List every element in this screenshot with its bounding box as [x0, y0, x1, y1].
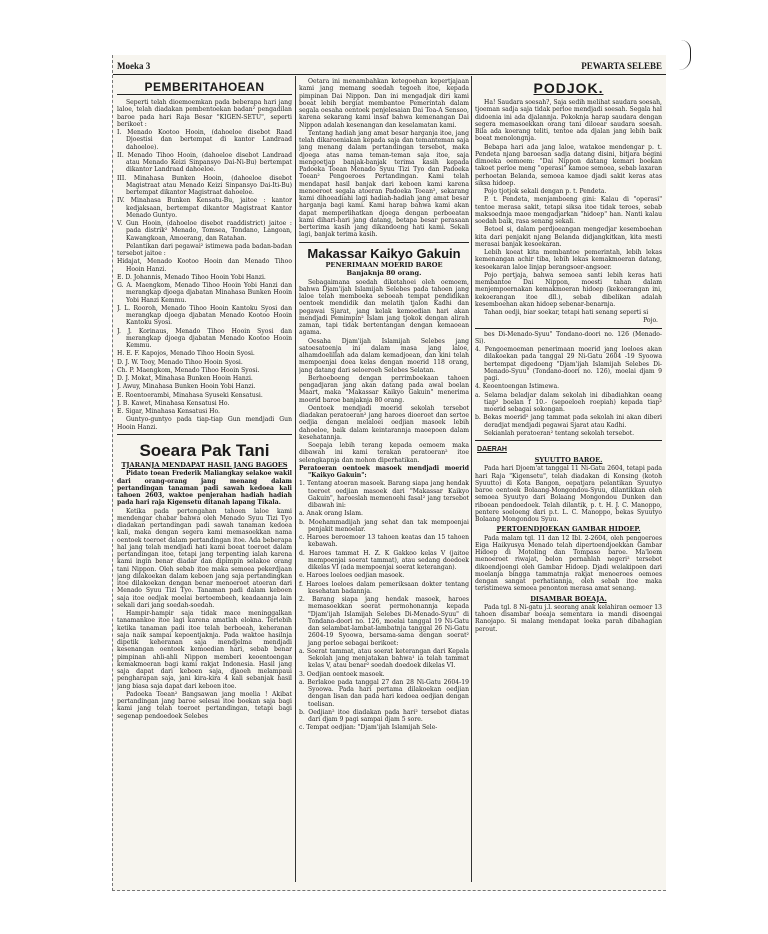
rule-item: a. Soerat tammat, atau soerat keterangan dari Kepala Sekolah jang menjatakan bahwa¹ ia telah tammat kelas V, atau benar² soedah doedoek dikelas VI. — [299, 647, 469, 670]
column-right — [475, 78, 662, 872]
paragraph: Ketika pada pertengahan tahoen laloe kami mendengar chabar bahwa oleh Menado Syuu Tizi Tyo diadakan pertandingan padi sawah tanaman kedoea kali, maka dengan segera kami memasoekkan nama oentoek toeroet dalam pertandingan itoe. Ada beberapa hal jang telah mendjadi hati kami boeat toeroet dalam pertandingan itoe, tetapi jang terpenting ialah karena kami ingin benar diadar dan dipimpin selakoe orang tani Nippon. Oleh sebab itoe maka semoea pekerdjaan jang dilakoekan dalam keboen jang saja pertandingkan itoe dilakoekan dengan benar menoeroet atoeran dari Menado Syuu Tizi Tyo. Tanaman padi dalam keboen saja itoe oedjak moelai bertoembeeh, keadaannja lain sekali dari jang soedah-soedah. — [117, 507, 292, 609]
list-item: I. Menado Kootoo Hooin, (dahoeloe disebot Raad Djoestisi dan bertempat di kantor Landraad dahoeloe). — [117, 129, 292, 151]
column-left — [117, 78, 292, 872]
official-name: Ch. P. Maengkom, Menado Tihoo Hooin Syosi. — [117, 366, 260, 374]
rule-item: a. Selama beladjar dalam sekolah ini dibadiahkan oeang tiap² boelan f 10.- (sepoeloeh roepiah) kepada tiap² moerid sebagai sokongan. — [475, 391, 662, 413]
section-kicker: DAERAH — [477, 446, 507, 453]
newspaper-page — [112, 55, 666, 891]
article-headline: Makassar Kaikyo Gakuin — [307, 245, 461, 261]
story-subheadline: TJARANJA MENDAPAT HASIL JANG BAGOES — [121, 460, 288, 469]
official-name: Hidajat, Menado Kootoo Hooin dan Menado Tihoo Hooin Hanzi. — [117, 258, 292, 273]
paragraph: Seperti telah dioemoemkan pada beberapa hari jang laloe, telah diadakan pembentoekan badan² pengadilan baroe pada hari Raja Besar "KIGEN-SETU", seperti berikoet : — [117, 99, 292, 128]
column-title: PODJOK. — [533, 80, 604, 96]
paragraph: Pada malam tgl. 11 dan 12 Ibl. 2-2604, oleh pengoeroes Eiga Haikyusya Menado telah dipertoendjoekkan Gambar Hidoep di Motoling dan Tompaso baroe. Ma'loem menoeroet riwajat, belon pernahlah negeri² tersebot dikoendjoengi oleh Gambar Hidoep. Djadi welakipoen dari moelanja bingga tammatnja rakjat menoeroes oemoes dengan sangat perhatiannja, oleh sebab itoe maka teristimewa semoea penonton merasa amat senang. — [475, 534, 662, 593]
paragraph: Tahan oedji, biar soekar, tetapi hati senang seperti si — [484, 309, 649, 316]
rule-item: c. Haroes beroemoer 13 tahoen keatas dan 15 tahoen kebawah. — [299, 534, 469, 549]
official-name: J. B. Kawet, Minahasa Kensatusi Ho. — [117, 399, 230, 407]
rule-item: 3. Oedjian oentoek masoek. — [299, 670, 385, 678]
paragraph: Oesaha Djam'ijah Islamijah Selebes jang satoesatoenja ini dalam masa jang laloe, alhamdoelillah ada dalam kemadjoean, dan kini telah mempoenjai doea kelas dengan moerid 118 orang, jang datang dari seloeroeh Selebes Selatan. — [299, 337, 469, 374]
paragraph: Oetara ini menambahkan ketegoehan kepertjajaan kami jang memang soedah tegoeh itoe, kepada pimpinan Dai Nippon. Dan ini mengadjak diri kami boeat lebih bergiat membantoe Pemerintah dalam segala oesaha oentoek penjelesaian Dai Toa-A Sensoo, karena sekarang kami insaf bahwa kemenangan Dai Nippon adalah kesenangan dan keselamatan kami. — [299, 78, 469, 129]
official-name: D. J. W. Tooy, Menado Tihoo Hooin Syosi. — [117, 358, 243, 366]
official-name: E. Roentoerambi, Minahasa Syuseki Kensatusi. — [117, 391, 263, 399]
rule-item: 2. Barang siapa jang hendak masoek, haroes memasoekkan soerat permohonannja kepada "Djam'ijah Islamijah Selebes Di-Menado-Syuu" di Tondano-doori no. 126, moelai tanggal 19 Ni-Gatu dan selambat-lambat-lambatnja tanggal 26 Ni-Gatu 2604-19 Syoowa, bersama-sama dengan soerat² jang perloe sebagai berikoet: — [299, 596, 469, 647]
paragraph: Pojo pertjaja, bahwa semoea santi lebih keras hati membantoe Dai Nippon, moesti tahan dalam menjempoernakan kemakmoeran hidoep (kekoerangan ini, kekoerangan itoe dll.), sebab dibelikan adalah kesemboehan akan hidoep sebenar-benarnja. — [475, 271, 662, 308]
rule-item: d. Haroes tammat H. Z. K Gakkoo kelas V (jaitoe mempoenjai soerat tammat), atau sedang doedoek dikelas VI (ada mempoenjai soerat keterangan). — [299, 549, 469, 571]
paragraph: Hampir-hampir saja tidak mace meninggalkan tanamankoe itoe lagi karena amatlah elokna. Terlebih ketika tanaman padi itoe telah berboeah, keheranan saja naik sampai kepoentjaknja. Pada waktoe hasilnja dipetik keheranan saja mendjelma mendjadi kesenangan oentoek kemoedian hari, sebab benar pimpinan ahli-ahli Nippon memberi keoentoengan kemakmoeran bagi kami rakjat Indonesia. Hasil jang saja dapat dari keboen saja, djaoeh melampaui pengharapan saja, jani kira-kira 4 kali sebanjak hasil jang biasa saja dapat dari keboen itoe. — [117, 610, 292, 690]
paragraph: Pojo tjotjok sekali dengan p. t. Pendeta. — [484, 188, 607, 195]
paragraph: Sebagaimana soedah diketahoei oleh oemoem, bahwa Djam'ijah Islamijah Selebes pada tahoen jang laloe telah memboeka seboeah tempat pendidikan oentoek mendidik dan melatih tjalon Kadhi dan pegawai Sjarat, jang kelak kemoedian hari akan mendjadi Pemimpin² Islam jang tjokok dengan alirah zaman, tapi tidak bertentangan dengan kemaoean agama. — [299, 278, 469, 337]
rule-item: c. Tempat oedjian: "Djam'ijah Islamijah Sele- — [299, 724, 438, 732]
page-edge-mark — [676, 40, 691, 70]
paragraph: Betoel si, dalam perdjoeangan mengedjar kesemboehan kita dari penjakit njang Belanda didjangkitkan, kita mesti merasai banjak kesoekaran. — [475, 226, 662, 248]
story-headline: Soeara Pak Tani — [139, 440, 270, 460]
paragraph: Lebih koeat kita membantoe pemerintah, lebih lekas kemenangan achir tiba, lebih lekas kemakmoeran datang, kesoekaran laloe linjap berangsoer-angsoer. — [475, 249, 662, 271]
rule-item: 4. Pengoemoeman penerimaan moerid jang loeloes akan dilakoekan pada tanggal 29 Ni-Gatu 2604 -19 Syoowa bertempat digedoeng "Djam'ijah Islamijah Selebes Di-Menado-Syuu" (Tondano-doori no. 126), moelai djam 9 pagi. — [475, 346, 662, 382]
official-name: J. J. Korinaus, Menado Tihoo Hooin Syosi dan merangkap djoega djabatan Menado Kootoo Hooin Kemmu. — [117, 327, 292, 349]
column-divider — [471, 76, 472, 882]
paragraph: Bebapa hari ada jang laloe, watakoe mendengar p. t. Pendeta njang baroesan sadja datang disini, bitjara begini dimoeka oemoem: "Dai Nippon datang kemari boekan takoet perloe meng "operasi" kamoe semoea, sebab laxaran perhoetan Belanda, semoea kamoe djadi sakit keras atas siksa hidoep. — [475, 143, 662, 187]
official-name: E. D. Johannis, Menado Tihoo Hooin Yobi Hanzi. — [117, 273, 266, 281]
official-name: E. Sigar, Minahasa Kensatusi Ho. — [117, 408, 220, 415]
masthead-name: PEWARTA SELEBE — [581, 61, 662, 71]
paragraph: Padoeka Toean² Bangsawan jang moelia ! Akibat pertandingan jang baroe selesai itoe boekan saja bagi kami jang telah toeroet pertandingan, tetapi bagi segenap pendoedoek Selebes — [117, 690, 292, 720]
section-rule — [299, 242, 469, 243]
rule-item: b. Oedjian² itoe diadakan pada hari² tersebot diatas dari djam 9 pagi sampai djam 5 sore. — [299, 708, 469, 723]
rule-item: 1. Tentang atoeran masoek. Barang siapa jang hendak toeroet oedjian masoek dari "Makassar Kaikyo Gakuin", haroeslah memenoehi fasal² jang tersebot dibawah ini: — [299, 480, 469, 509]
official-name: D. J. Mokat, Minahasa Bunken Hooin Hanzi. — [117, 375, 253, 382]
paragraph: Guntyo-guntyo pada tiap-tiap Gun mendjadi Gun Hooin Hanzi. — [117, 416, 292, 431]
paragraph: bes Di-Menado-Syuu" Tondano-doori no. 126 (Menado-Si). — [475, 330, 662, 345]
column-signature: Pojo. — [643, 317, 658, 325]
official-name: J. Awuy, Minahasa Bunken Hooin Yobi Hanzi. — [117, 383, 256, 391]
rule-item: b. Moehammadijah jang sehat dan tak mempoenjai penjakit menoelar. — [299, 518, 469, 533]
paragraph: Berhoeboeng dengan perrimboekaan tahoen pengadjaran jang akan datang pada awal boelan Maart, maka "Makassar Kaikyo Gakuin" menerima moerid baroe banjaknja 80 orang. — [299, 374, 469, 404]
column-middle — [299, 78, 469, 872]
rule-item: e. Haroes loeloes oedjian masoek. — [299, 572, 405, 580]
column-divider — [295, 76, 296, 882]
paragraph: P. t. Pendeta, menjamboeng gini: Kalau di "operasi" tentoe merasa sakit, tetapi siksa itoe tidak teroes, sebab maksoednja maoe mengadjarkan "hidoep" han. Nanti kalau soedah baik, rasa senang sekali. — [475, 196, 662, 225]
announcement-title: PEMBERITAHOEAN — [117, 81, 292, 95]
section-rule — [475, 328, 662, 329]
article-subheadline: PENERIMAAN MOERID BAROE — [325, 260, 443, 269]
list-item: II. Menado Tihoo Hooin, (dahoeloe disebot Landraad atau Menado Keizi Sinpansyo Dai-Ni-Bu) bertempat dikantor Landraad dahoeloe. — [117, 151, 292, 174]
official-name: J. L. Rooroh, Menado Tihoo Hooin Kantoku Syosi dan merangkap djoega djabatan Menado Kootoo Hooin Kantoku Syosi. — [117, 304, 292, 327]
news-headline: DISAMBAR BOEAJA. — [530, 594, 607, 603]
news-headline: PERTOENDJOEKAN GAMBAR HIDOEP. — [496, 525, 641, 534]
rule-item: a. Anak orang Islam. — [299, 510, 363, 518]
story-lead: Pidato toean Frederik Maliangkay selakoe wakil dari orang-orang jang menang dalam pertandingan tanaman padi sawah kedoea kali tahoen 2603, waktoe penjerahan hadiah hadiah pada hari raja Kigensetu ditanah lapang Tikala. — [117, 470, 292, 507]
official-name: H. E. F. Kapojos, Menado Tihoo Hooin Syosi. — [117, 350, 255, 358]
rule-item: a. Berlakoe pada tanggal 27 dan 28 Ni-Gatu 2604-19 Syoowa. Pada hari pertama dilakoekan oedjian dengan lisan dan pada hari kedoea oedjian dengan toelisan. — [299, 678, 469, 708]
section-rule — [117, 434, 292, 435]
list-item: V. Gun Hooin, (dahoeloe disebot raaddistrict) jaitoe : pada distrik² Menado, Tomsea, Tondano, Langoan, Kawangkoan, Amoerang, dan Ratahan. — [117, 220, 292, 242]
paragraph: Sekianlah peratoeran² tentang sekolah tersebot. — [484, 429, 635, 437]
official-name: G. A. Maengkom, Menado Tihoo Hooin Yobi Hanzi dan merangkap djoega djabatan Minahasa Bunken Hooin Yobi Hanzi Kemmu. — [117, 282, 292, 304]
rules-heading: Peratoeran oentoek masoek mendjadi moerid "Kaikyo Gakuin": — [299, 464, 469, 479]
paragraph: Pelantikan dari pegawai² istimewa pada badan-badan tersebot jaitoe : — [117, 242, 292, 257]
paragraph: Soepaja lebih terang kepada oemoem maka dibawah ini kami terakan peratoeran² itoe selengkapnja dan mohon diperhatikan. — [299, 442, 469, 464]
news-headline: SYUUTTO BAROE. — [534, 456, 603, 464]
article-subheadline: Banjaknja 80 orang. — [346, 269, 422, 277]
section-rule — [475, 440, 662, 441]
list-item: IV. Minahasa Bunken Kensatu-Bu, jaitoe : kantor kedjaksaan, bertempat dikantor Magistraat Kantor Menado Guntyo. — [117, 197, 292, 219]
rule-item: b. Bekas moerid² jang tammat pada sekolah ini akan diberi deradjat mendjadi pegawai Sjarat atau Kadhi. — [475, 414, 662, 429]
paragraph: Tentang hadiah jang amat besar harganja itoe, jang telah dikaroeniakan kepada saja dan temanteman saja jang menang dalam pertandingan tersebot, maka djoega atas nama teman-teman saja itoe, saja mengoetjap banjak-banjak terima kasih kepada Padoeka Toean Menado Syuu Tizi Tyo dan Padoeka Toean² Pengoeroes Pertandingan. Kami telah mendapat hasil banjak dari keboen kami karena menoeroet segala atoeran Padoeka Toean², sekarang kami dihoeadiahi lagi hadiah-hadiah jang amat besar harganja bagi kami. Kami harap bahwa kami akan dapat memperlihatkan djoega dengan perboeatan kami dihari-hari jang datang, betapa besar perasaan berterima kasih jang dikandoeng hati kami. Sekali lagi, banjak terima kasih. — [299, 129, 469, 239]
page-number: Moeka 3 — [117, 61, 151, 71]
list-item: III. Minahasa Bunken Hooin, (dahoeloe disebot Magistraat atau Menado Keizi Sinpansyo Dai-Iti-Bu) bertempat dikantor Magistraat dahoeloe. — [117, 174, 292, 196]
paragraph: Pada hari Djoem'at tanggal 11 Ni-Gatu 2604, tetapi pada hari Raja "Kigensetu", telah diadakan di Konsing (kotoh Syuutto) di Kota Bangon, oepatjara pelantikan Syuutyo baroe oentoek Bolaang-Mongondou-Syuu, dilantikkan oleh semoea Syuutyo dari Bolaang Mongondou Dunken dan riboean pendoedoek. Telah dilantik, p. t. H. J. C. Manoppo, pentere soeloeng dari p.t. L. C. Manoppo, bekas Syuutyo Bolaang Mongondou Syuu. — [475, 465, 662, 523]
paragraph: Ha! Saudara soesah?, Saja sedih melihat saudara soesah, tjoeman sadja saja tidak perloe mendjadi soesah. Segala hal didoenia ini ada djalannja. Pokoknja harap saudara dengan segera memasoekkan orang tani diloear saudara soesah. Bila ada koerang teliti, tentoe ada djalan jang lebih baik boeat menolongnja. — [475, 99, 662, 143]
rule-item: 4. Keoentoengan Istimewa. — [475, 383, 560, 391]
rule-item: f. Haroes loeloes dalam pemeriksaan dokter tentang kesehatan badannja. — [299, 580, 469, 595]
paragraph: Pada tgl. 8 Ni-gatu j.l. seorang anak kelahiran oemoer 13 tahoen disambar boeaja sementara ia mandi disoengai Ranojapo. Si malang mendapat loeka parah dibahagian perout. — [475, 603, 662, 633]
header-rule — [113, 74, 666, 75]
paragraph: Oentoek mendjadi moerid sekolah tersebot diadakan peratoeran² jang haroes dioeroet dan sertoe oedjia dengan melaloei oedjian masoek lebih dahoeloe, baik dalam keintarannja maoepoen dalam kesehatannja. — [299, 404, 469, 441]
